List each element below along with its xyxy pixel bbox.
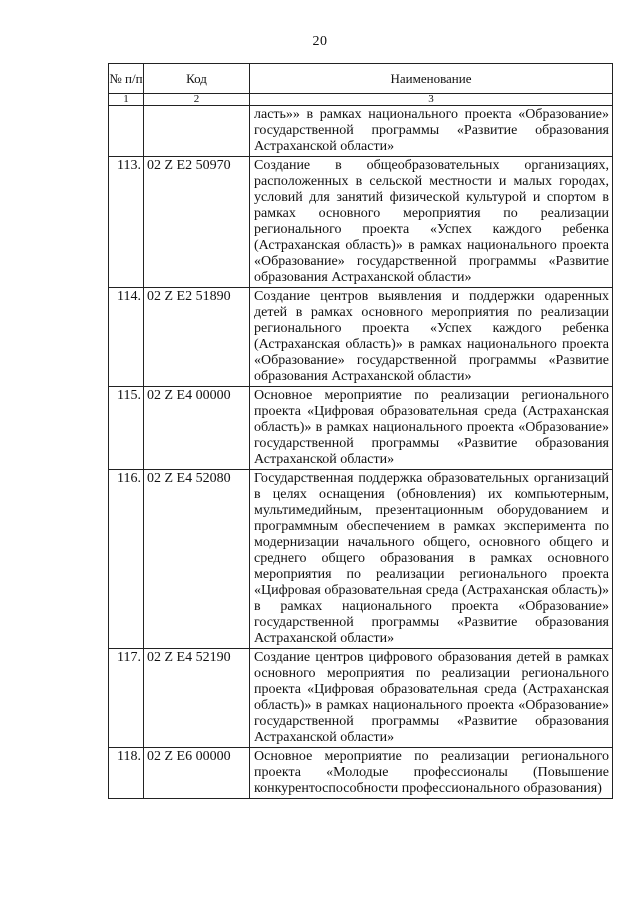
header-name: Наименование — [250, 64, 613, 94]
row-code: 02 Z E4 00000 — [144, 387, 250, 470]
row-code — [144, 106, 250, 157]
row-number — [109, 106, 144, 157]
row-code: 02 Z E4 52080 — [144, 470, 250, 649]
row-code: 02 Z E4 52190 — [144, 649, 250, 748]
table-row — [109, 470, 613, 649]
table-row — [109, 106, 613, 157]
row-code: 02 Z E2 50970 — [144, 157, 250, 288]
budget-codes-table — [108, 63, 613, 799]
row-number: 113. — [109, 157, 144, 288]
column-index: 3 — [250, 94, 613, 106]
row-number: 114. — [109, 288, 144, 387]
header-number: № п/п — [109, 64, 144, 94]
row-number: 118. — [109, 748, 144, 799]
column-index-row — [109, 94, 613, 106]
row-name: ласть»» в рамках национального проекта «Образование» государственной программы «Развитие образования Астраханской области» — [250, 106, 613, 157]
header-code: Код — [144, 64, 250, 94]
row-code: 02 Z E2 51890 — [144, 288, 250, 387]
row-number: 116. — [109, 470, 144, 649]
page-number: 20 — [312, 34, 328, 49]
table-row — [109, 748, 613, 799]
row-number: 117. — [109, 649, 144, 748]
table-row — [109, 157, 613, 288]
row-name: Создание в общеобразовательных организациях, расположенных в сельской местности и малых городах, условий для занятий физической культурой и спортом в рамках основного мероприятия по реализации регионального проекта «Успех каждого ребенка (Астраханская область)» в рамках национального проекта «Образование» государственной программы «Развитие образования Астраханской области» — [250, 157, 613, 288]
column-index: 1 — [109, 94, 144, 106]
row-name: Создание центров выявления и поддержки одаренных детей в рамках основного мероприятия по реализации регионального проекта «Успех каждого ребенка (Астраханская область)» в рамках национального проекта «Образование» государственной программы «Развитие образования Астраханской области» — [250, 288, 613, 387]
table-row — [109, 387, 613, 470]
table-row — [109, 288, 613, 387]
column-index: 2 — [144, 94, 250, 106]
row-name: Основное мероприятие по реализации регионального проекта «Цифровая образовательная среда (Астраханская область)» в рамках национального проекта «Образование» государственной программы «Развитие образования Астраханской области» — [250, 387, 613, 470]
row-code: 02 Z E6 00000 — [144, 748, 250, 799]
table-header-row — [109, 64, 613, 94]
row-name: Основное мероприятие по реализации регионального проекта «Молодые профессионалы (Повышение конкурентоспособности профессионального образования) — [250, 748, 613, 799]
table-row — [109, 649, 613, 748]
row-number: 115. — [109, 387, 144, 470]
row-name: Государственная поддержка образовательных организаций в целях оснащения (обновления) их компьютерным, мультимедийным, презентационным оборудованием и программным обеспечением в рамках эксперимента по модернизации начального общего, основного общего и среднего общего образования в рамках основного мероприятия по реализации регионального проекта «Цифровая образовательная среда (Астраханская область)» в рамках национального проекта «Образование» государственной программы «Развитие образования Астраханской области» — [250, 470, 613, 649]
row-name: Создание центров цифрового образования детей в рамках основного мероприятия по реализации регионального проекта «Цифровая образовательная среда (Астраханская область)» в рамках национального проекта «Образование» государственной программы «Развитие образования Астраханской области» — [250, 649, 613, 748]
